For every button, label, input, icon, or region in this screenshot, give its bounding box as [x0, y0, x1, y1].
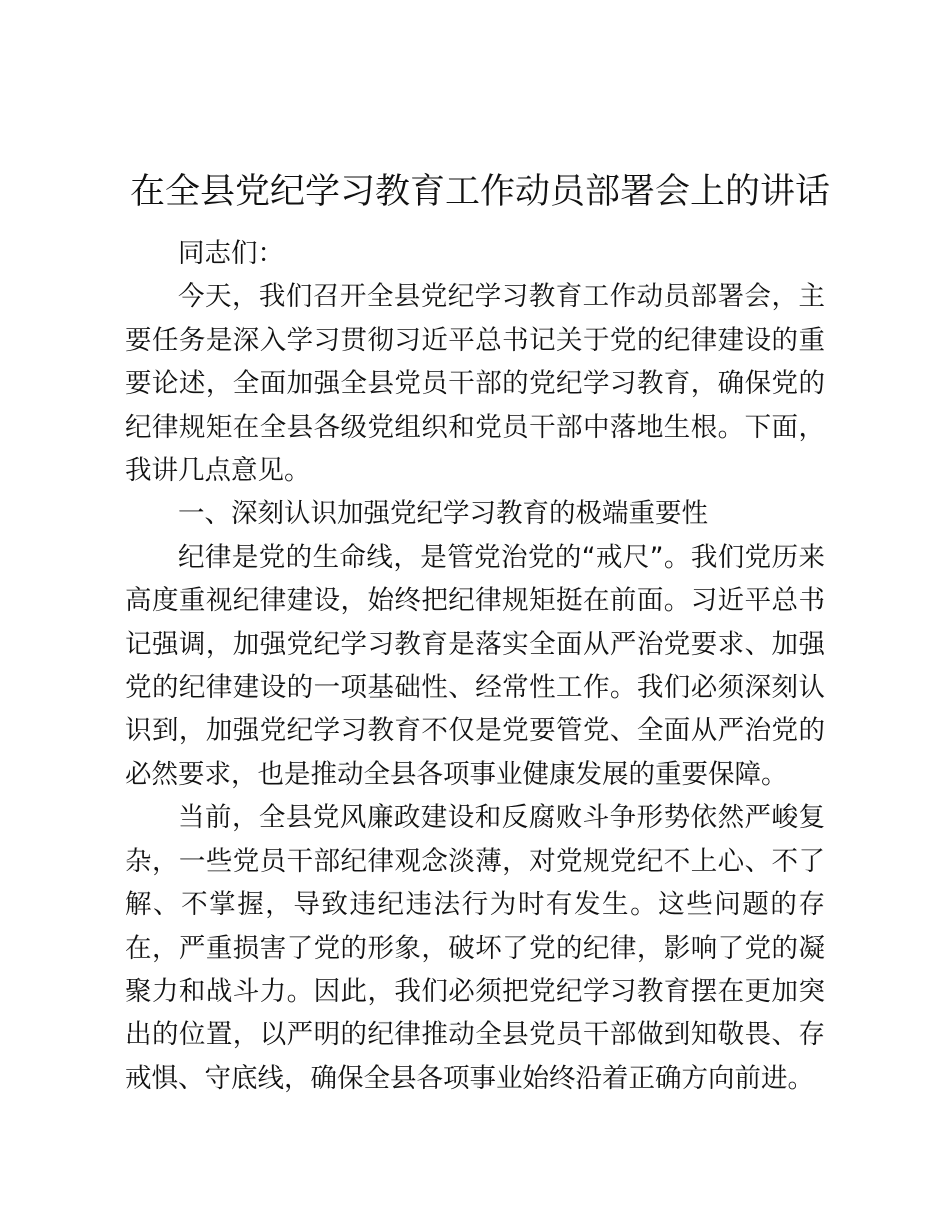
document-title: 在全县党纪学习教育工作动员部署会上的讲话	[129, 172, 830, 212]
intro-paragraph: 今天，我们召开全县党纪学习教育工作动员部署会，主要任务是深入学习贯彻习近平总书记关于党的纪律建设的重要论述，全面加强全县党员干部的党纪学习教育，确保党的纪律规矩在全县各级党组织和党员干部中落地生根。下面，我讲几点意见。	[125, 281, 825, 487]
section-heading-1: 一、深刻认识加强党纪学习教育的极端重要性	[178, 498, 708, 530]
body-paragraph: 纪律是党的生命线，是管党治党的“戒尺”。我们党历来高度重视纪律建设，始终把纪律规矩挺在前面。习近平总书记强调，加强党纪学习教育是落实全面从严治党要求、加强党的纪律建设的一项基础性、经常性工作。我们必须深刻认识到，加强党纪学习教育不仅是党要管党、全面从严治党的必然要求，也是推动全县各项事业健康发展的重要保障。	[125, 541, 825, 790]
body-paragraph: 当前，全县党风廉政建设和反腐败斗争形势依然严峻复杂，一些党员干部纪律观念淡薄，对党规党纪不上心、不了解、不掌握，导致违纪违法行为时有发生。这些问题的存在，严重损害了党的形象，破坏了党的纪律，影响了党的凝聚力和战斗力。因此，我们必须把党纪学习教育摆在更加突出的位置，以严明的纪律推动全县党员干部做到知敬畏、存戒惧、守底线，确保全县各项事业始终沿着正确方向前进。	[125, 802, 825, 1094]
document-body	[125, 232, 825, 1100]
salutation-paragraph: 同志们：	[178, 238, 284, 269]
